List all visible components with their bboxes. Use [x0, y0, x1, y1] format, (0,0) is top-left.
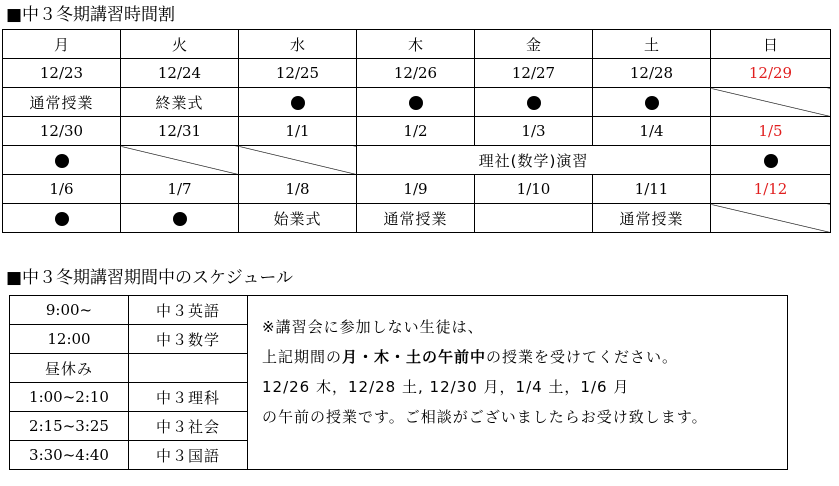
- class-cell: 通常授業: [3, 88, 121, 117]
- notice-line-4: の午前の授業です。ご相談がございましたらお受け致します。: [262, 408, 708, 426]
- weekday-header: 火: [121, 30, 239, 59]
- class-row: [3, 204, 831, 233]
- subject-math: 中３数学: [129, 325, 248, 354]
- weekday-header: 土: [593, 30, 711, 59]
- date-row: [3, 117, 831, 146]
- lunch-subject-empty: [129, 354, 248, 383]
- class-row: [3, 88, 831, 117]
- date-row: [3, 59, 831, 88]
- filled-circle-icon: [764, 154, 778, 168]
- lunch-break: 昼休み: [10, 354, 129, 383]
- filled-circle-icon: [173, 212, 187, 226]
- schedule-title: ■中３冬期講習期間中のスケジュール: [6, 268, 294, 288]
- date-cell: 12/29: [711, 59, 831, 88]
- date-cell: 12/31: [121, 117, 239, 146]
- no-class-cell: [239, 146, 357, 175]
- notice-line-2-pre: 上記期間の: [262, 348, 343, 366]
- course-day-cell: [239, 88, 357, 117]
- date-cell: 1/5: [711, 117, 831, 146]
- date-cell: 12/28: [593, 59, 711, 88]
- date-cell: 1/1: [239, 117, 357, 146]
- date-cell: 1/7: [121, 175, 239, 204]
- date-cell: 12/30: [3, 117, 121, 146]
- course-day-cell: [593, 88, 711, 117]
- date-cell: 1/11: [593, 175, 711, 204]
- date-cell: 12/25: [239, 59, 357, 88]
- date-cell: 1/9: [357, 175, 475, 204]
- date-cell: 12/27: [475, 59, 593, 88]
- no-class-cell: [711, 204, 831, 233]
- date-cell: 12/24: [121, 59, 239, 88]
- notice-line-1: ※講習会に参加しない生徒は、: [262, 318, 484, 336]
- subject-science: 中３理科: [129, 383, 248, 412]
- date-cell: 12/23: [3, 59, 121, 88]
- winter-course-calendar: [2, 29, 831, 233]
- course-day-cell: [357, 88, 475, 117]
- class-row: [3, 146, 831, 175]
- date-cell: 1/8: [239, 175, 357, 204]
- class-cell: 始業式: [239, 204, 357, 233]
- weekday-header: 水: [239, 30, 357, 59]
- weekday-header: 月: [3, 30, 121, 59]
- daily-schedule-table: [9, 295, 788, 470]
- course-day-cell: [475, 88, 593, 117]
- time-slot-morning-start: 9:00~: [10, 296, 129, 325]
- time-slot-afternoon-1: 1:00~2:10: [10, 383, 129, 412]
- notice-line-2: [262, 342, 787, 372]
- filled-circle-icon: [55, 212, 69, 226]
- class-cell: 終業式: [121, 88, 239, 117]
- date-row: [3, 175, 831, 204]
- date-cell: 1/4: [593, 117, 711, 146]
- course-day-cell: [3, 204, 121, 233]
- calendar-title: ■中３冬期講習時間割: [6, 5, 176, 25]
- empty-cell: [475, 204, 593, 233]
- filled-circle-icon: [55, 154, 69, 168]
- time-slot-afternoon-3: 3:30~4:40: [10, 441, 129, 470]
- date-cell: 1/10: [475, 175, 593, 204]
- weekday-header: 金: [475, 30, 593, 59]
- time-slot-morning-end: 12:00: [10, 325, 129, 354]
- notice-text: [248, 296, 788, 470]
- course-day-cell: [121, 204, 239, 233]
- course-day-cell: [711, 146, 831, 175]
- weekday-header: 木: [357, 30, 475, 59]
- date-cell: 1/12: [711, 175, 831, 204]
- date-cell: 1/3: [475, 117, 593, 146]
- class-cell: 通常授業: [357, 204, 475, 233]
- time-slot-afternoon-2: 2:15~3:25: [10, 412, 129, 441]
- weekday-header: 日: [711, 30, 831, 59]
- filled-circle-icon: [291, 96, 305, 110]
- subject-social: 中３社会: [129, 412, 248, 441]
- no-class-cell: [121, 146, 239, 175]
- no-class-cell: [711, 88, 831, 117]
- subject-japanese: 中３国語: [129, 441, 248, 470]
- subject-english: 中３英語: [129, 296, 248, 325]
- filled-circle-icon: [409, 96, 423, 110]
- date-cell: 12/26: [357, 59, 475, 88]
- course-day-cell: [3, 146, 121, 175]
- notice-line-2-post: の授業を受けてください。: [486, 348, 679, 366]
- class-cell: 通常授業: [593, 204, 711, 233]
- notice-highlight: 月・木・土の午前中: [342, 348, 487, 366]
- weekday-header-row: [3, 30, 831, 59]
- filled-circle-icon: [527, 96, 541, 110]
- filled-circle-icon: [645, 96, 659, 110]
- notice-line-3: 12/26 木，12/28 土, 12/30 月，1/4 土，1/6 月: [262, 378, 630, 396]
- date-cell: 1/2: [357, 117, 475, 146]
- date-cell: 1/6: [3, 175, 121, 204]
- class-cell: 理社(数学)演習: [357, 146, 711, 175]
